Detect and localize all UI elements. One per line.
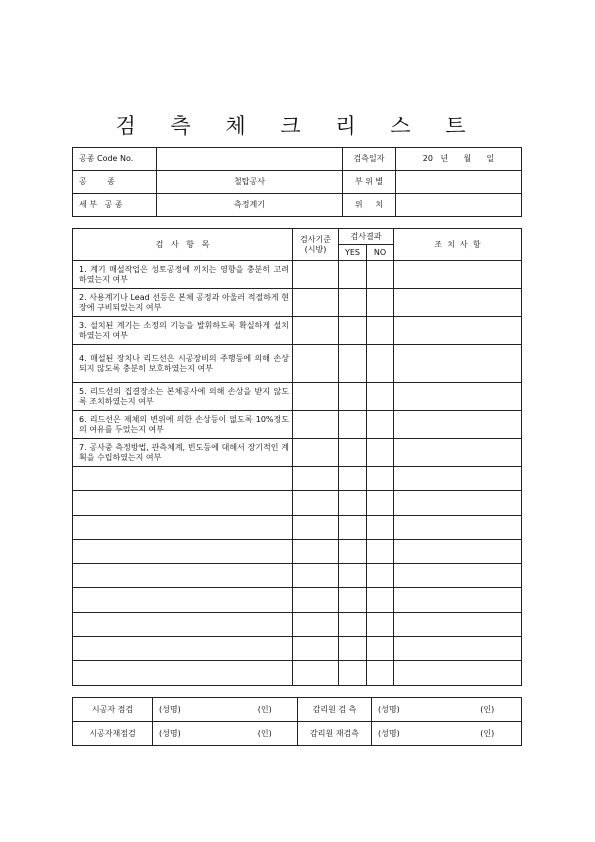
checklist-item-text xyxy=(73,637,293,661)
no-checkbox-cell[interactable] xyxy=(367,345,394,383)
checklist-empty-row xyxy=(73,588,522,612)
criteria-cell[interactable] xyxy=(293,661,339,685)
action-cell[interactable] xyxy=(394,439,522,467)
checklist-body xyxy=(73,261,522,686)
checklist-item-row xyxy=(73,345,522,383)
no-checkbox-cell[interactable] xyxy=(367,612,394,636)
yes-checkbox-cell[interactable] xyxy=(339,491,367,515)
no-checkbox-cell[interactable] xyxy=(367,411,394,439)
seal-label: (인) xyxy=(454,698,522,722)
checklist-table xyxy=(72,228,522,686)
checklist-item-row xyxy=(73,317,522,345)
yes-checkbox-cell[interactable] xyxy=(339,661,367,685)
checklist-empty-row xyxy=(73,539,522,563)
signature-name-field[interactable]: (성명) xyxy=(372,698,454,722)
action-cell[interactable] xyxy=(394,317,522,345)
action-cell[interactable] xyxy=(394,491,522,515)
criteria-cell[interactable] xyxy=(293,439,339,467)
col-header-item: 검 사 항 목 xyxy=(73,229,293,261)
signature-row xyxy=(73,698,522,722)
signature-name-field[interactable]: (성명) xyxy=(372,722,454,746)
criteria-cell[interactable] xyxy=(293,637,339,661)
col-header-action: 조 치 사 항 xyxy=(394,229,522,261)
checklist-item-text: 5. 리드선의 집결장소는 본체공사에 의해 손상을 받지 않도록 조치하였는지 여부 xyxy=(73,383,293,411)
yes-checkbox-cell[interactable] xyxy=(339,612,367,636)
yes-checkbox-cell[interactable] xyxy=(339,467,367,491)
checklist-item-text xyxy=(73,491,293,515)
action-cell[interactable] xyxy=(394,411,522,439)
no-checkbox-cell[interactable] xyxy=(367,661,394,685)
no-checkbox-cell[interactable] xyxy=(367,491,394,515)
col-header-criteria: 검사기준 (시방) xyxy=(293,229,339,261)
criteria-cell[interactable] xyxy=(293,491,339,515)
signature-role: 감리원 재검측 xyxy=(298,722,372,746)
location-field[interactable] xyxy=(396,194,522,217)
no-checkbox-cell[interactable] xyxy=(367,261,394,289)
checklist-item-text: 4. 매설된 장치나 리드선은 시공장비의 주행등에 의해 손상되지 않도록 충분히 보호하였는지 여부 xyxy=(73,345,293,383)
signature-role: 시공자 점검 xyxy=(73,698,153,722)
checklist-item-row xyxy=(73,383,522,411)
checklist-item-text: 7. 공사중 측정방법, 관측체계, 빈도등에 대해서 장기적인 계획을 수립하였는지 여부 xyxy=(73,439,293,467)
inspection-date-field[interactable]: 20 년 월 일 xyxy=(396,148,522,171)
signature-table xyxy=(72,697,522,746)
criteria-cell[interactable] xyxy=(293,564,339,588)
action-cell[interactable] xyxy=(394,467,522,491)
criteria-cell[interactable] xyxy=(293,411,339,439)
checklist-item-row xyxy=(73,411,522,439)
action-cell[interactable] xyxy=(394,612,522,636)
yes-checkbox-cell[interactable] xyxy=(339,383,367,411)
checklist-item-text: 2. 사용계기나 Lead 선등은 본체 공정과 아울러 적절하게 현장에 구비되었는지 여부 xyxy=(73,289,293,317)
no-checkbox-cell[interactable] xyxy=(367,383,394,411)
checklist-item-text xyxy=(73,515,293,539)
seal-label: (인) xyxy=(233,722,298,746)
action-cell[interactable] xyxy=(394,289,522,317)
criteria-cell[interactable] xyxy=(293,539,339,563)
criteria-cell[interactable] xyxy=(293,383,339,411)
yes-checkbox-cell[interactable] xyxy=(339,261,367,289)
header-label: 공 종 xyxy=(73,171,157,194)
checklist-empty-row xyxy=(73,637,522,661)
header-label: 공종 Code No. xyxy=(73,148,157,171)
criteria-cell[interactable] xyxy=(293,612,339,636)
yes-checkbox-cell[interactable] xyxy=(339,588,367,612)
action-cell[interactable] xyxy=(394,637,522,661)
header-row xyxy=(73,194,522,217)
checklist-header-row xyxy=(73,229,522,245)
header-table xyxy=(72,147,522,217)
no-checkbox-cell[interactable] xyxy=(367,289,394,317)
checklist-item-text xyxy=(73,661,293,685)
checklist-item-text: 1. 계기 매설작업은 성토공정에 끼치는 영향을 충분히 고려하였는지 여부 xyxy=(73,261,293,289)
action-cell[interactable] xyxy=(394,345,522,383)
criteria-cell[interactable] xyxy=(293,317,339,345)
part-field[interactable] xyxy=(396,171,522,194)
header-row xyxy=(73,171,522,194)
action-cell[interactable] xyxy=(394,661,522,685)
seal-label: (인) xyxy=(454,722,522,746)
col-header-result: 검사결과 xyxy=(339,229,394,245)
checklist-empty-row xyxy=(73,661,522,685)
criteria-cell[interactable] xyxy=(293,515,339,539)
checklist-empty-row xyxy=(73,491,522,515)
no-checkbox-cell[interactable] xyxy=(367,317,394,345)
yes-checkbox-cell[interactable] xyxy=(339,637,367,661)
no-checkbox-cell[interactable] xyxy=(367,588,394,612)
checklist-empty-row xyxy=(73,564,522,588)
checklist-item-text xyxy=(73,612,293,636)
yes-checkbox-cell[interactable] xyxy=(339,564,367,588)
header-value-field[interactable] xyxy=(157,148,343,171)
action-cell[interactable] xyxy=(394,588,522,612)
signature-role: 감리원 검 측 xyxy=(298,698,372,722)
criteria-cell[interactable] xyxy=(293,467,339,491)
yes-checkbox-cell[interactable] xyxy=(339,515,367,539)
signature-row xyxy=(73,722,522,746)
no-checkbox-cell[interactable] xyxy=(367,515,394,539)
yes-checkbox-cell[interactable] xyxy=(339,411,367,439)
checklist-item-text xyxy=(73,588,293,612)
signature-role: 시공자재점검 xyxy=(73,722,153,746)
criteria-cell[interactable] xyxy=(293,588,339,612)
seal-label: (인) xyxy=(233,698,298,722)
criteria-cell[interactable] xyxy=(293,345,339,383)
checklist-item-row xyxy=(73,261,522,289)
sub-work-type-field[interactable]: 측정계기 xyxy=(157,194,343,217)
col-header-yes: YES xyxy=(339,245,367,261)
checklist-item-text: 3. 설치된 계기는 소정의 기능을 발휘하도록 확실하게 설치하였는지 여부 xyxy=(73,317,293,345)
checklist-item-text: 6. 리드선은 제체의 변위에 의한 손상등이 없도록 10%정도의 여유를 두었는지 여부 xyxy=(73,411,293,439)
checklist-empty-row xyxy=(73,467,522,491)
checklist-item-text xyxy=(73,564,293,588)
signature-name-field[interactable]: (성명) xyxy=(153,698,233,722)
checklist-empty-row xyxy=(73,515,522,539)
header-label: 세 부 공 종 xyxy=(73,194,157,217)
header-label: 위 치 xyxy=(343,194,396,217)
checklist-empty-row xyxy=(73,612,522,636)
header-label: 검측일자 xyxy=(343,148,396,171)
action-cell[interactable] xyxy=(394,539,522,563)
yes-checkbox-cell[interactable] xyxy=(339,289,367,317)
yes-checkbox-cell[interactable] xyxy=(339,317,367,345)
work-type-field[interactable]: 철탑공사 xyxy=(157,171,343,194)
header-row xyxy=(73,148,522,171)
page-title: 검 측 체 크 리 스 트 xyxy=(115,114,480,138)
checklist-item-text xyxy=(73,539,293,563)
no-checkbox-cell[interactable] xyxy=(367,564,394,588)
no-checkbox-cell[interactable] xyxy=(367,539,394,563)
criteria-cell[interactable] xyxy=(293,261,339,289)
action-cell[interactable] xyxy=(394,564,522,588)
checklist-item-text xyxy=(73,467,293,491)
action-cell[interactable] xyxy=(394,515,522,539)
yes-checkbox-cell[interactable] xyxy=(339,539,367,563)
action-cell[interactable] xyxy=(394,261,522,289)
header-label: 부 위 별 xyxy=(343,171,396,194)
col-header-no: NO xyxy=(367,245,394,261)
yes-checkbox-cell[interactable] xyxy=(339,439,367,467)
no-checkbox-cell[interactable] xyxy=(367,467,394,491)
action-cell[interactable] xyxy=(394,383,522,411)
signature-name-field[interactable]: (성명) xyxy=(153,722,233,746)
yes-checkbox-cell[interactable] xyxy=(339,345,367,383)
checklist-item-row xyxy=(73,439,522,467)
no-checkbox-cell[interactable] xyxy=(367,439,394,467)
no-checkbox-cell[interactable] xyxy=(367,637,394,661)
criteria-cell[interactable] xyxy=(293,289,339,317)
checklist-item-row xyxy=(73,289,522,317)
